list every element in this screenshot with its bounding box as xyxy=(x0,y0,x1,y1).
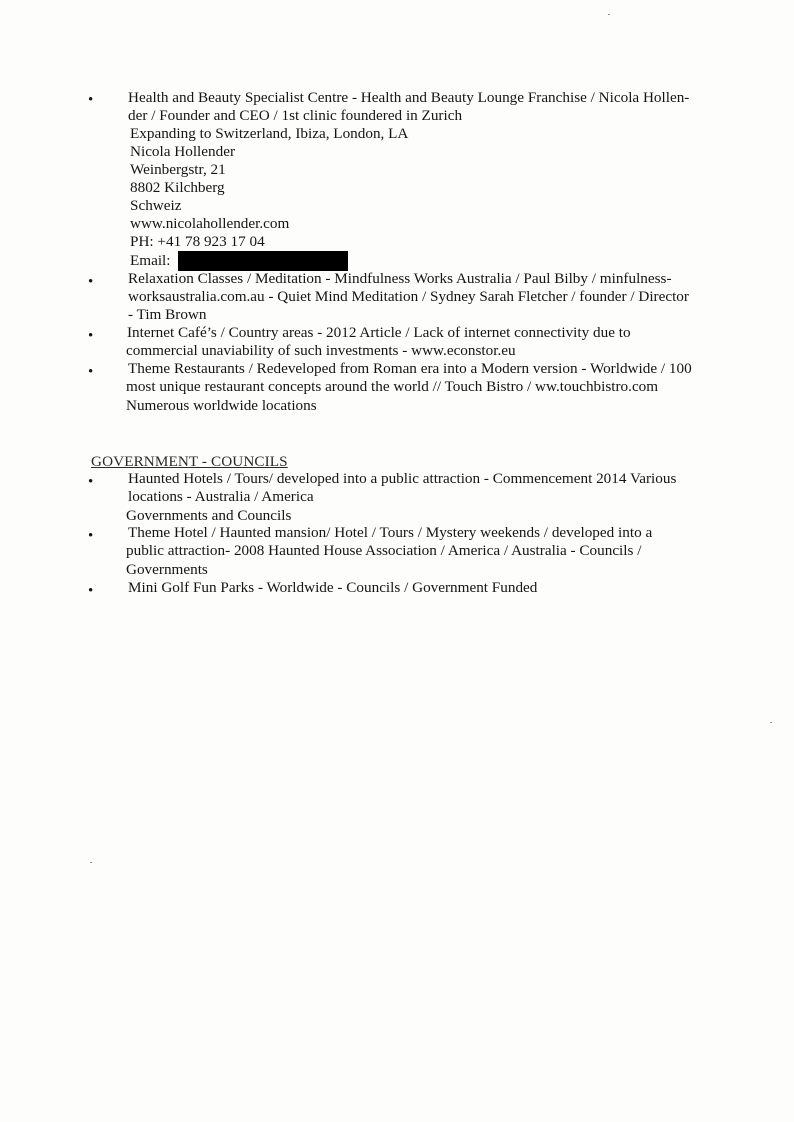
item-line: - Tim Brown xyxy=(128,306,207,323)
item-line: Expanding to Switzerland, Ibiza, London, LA xyxy=(130,125,409,142)
bullet-icon xyxy=(88,582,96,590)
item-line: Theme Restaurants / Redeveloped from Roman era into a Modern version - Worldwide / 100 xyxy=(128,360,692,377)
contact-website: www.nicolahollender.com xyxy=(130,215,290,232)
bullet-icon xyxy=(88,91,96,99)
item-line: Numerous worldwide locations xyxy=(126,397,317,414)
item-line: Haunted Hotels / Tours/ developed into a public attraction - Commencement 2014 Various xyxy=(128,470,677,487)
item-line: Relaxation Classes / Meditation - Mindfulness Works Australia / Paul Bilby / minfulness- xyxy=(128,270,672,287)
contact-street: Weinbergstr, 21 xyxy=(130,161,226,178)
bullet-icon xyxy=(88,363,96,371)
bullet-icon xyxy=(88,273,96,281)
contact-email-label: Email: xyxy=(130,252,171,269)
item-line: locations - Australia / America xyxy=(128,488,314,505)
scan-speck xyxy=(90,862,92,863)
item-line: Internet Café’s / Country areas - 2012 Article / Lack of internet connectivity due to xyxy=(127,324,631,341)
item-line: most unique restaurant concepts around the world // Touch Bistro / ww.touchbistro.com xyxy=(126,378,659,395)
redaction-bar xyxy=(178,251,348,271)
bullet-icon xyxy=(88,473,96,481)
contact-name: Nicola Hollender xyxy=(130,143,236,160)
item-line: der / Founder and CEO / 1st clinic foundered in Zurich xyxy=(128,107,463,124)
item-line: commercial unaviability of such investments - www.econstor.eu xyxy=(126,342,516,359)
contact-country: Schweiz xyxy=(130,197,182,214)
contact-phone: PH: +41 78 923 17 04 xyxy=(130,233,265,250)
scan-speck xyxy=(608,14,610,15)
item-line: worksaustralia.com.au - Quiet Mind Meditation / Sydney Sarah Fletcher / founder / Director xyxy=(128,288,689,305)
item-line: Health and Beauty Specialist Centre - Health and Beauty Lounge Franchise / Nicola Hollen- xyxy=(128,89,690,106)
item-line: Governments and Councils xyxy=(126,507,292,524)
scan-speck xyxy=(770,722,772,723)
item-line: Mini Golf Fun Parks - Worldwide - Councils / Government Funded xyxy=(128,579,538,596)
item-line: public attraction- 2008 Haunted House Association / America / Australia - Councils / xyxy=(126,542,642,559)
item-line: Theme Hotel / Haunted mansion/ Hotel / Tours / Mystery weekends / developed into a xyxy=(128,524,653,541)
section-heading: GOVERNMENT - COUNCILS xyxy=(91,453,288,470)
bullet-icon xyxy=(88,327,96,335)
contact-postcode: 8802 Kilchberg xyxy=(130,179,225,196)
item-line: Governments xyxy=(126,561,208,578)
bullet-icon xyxy=(88,527,96,535)
